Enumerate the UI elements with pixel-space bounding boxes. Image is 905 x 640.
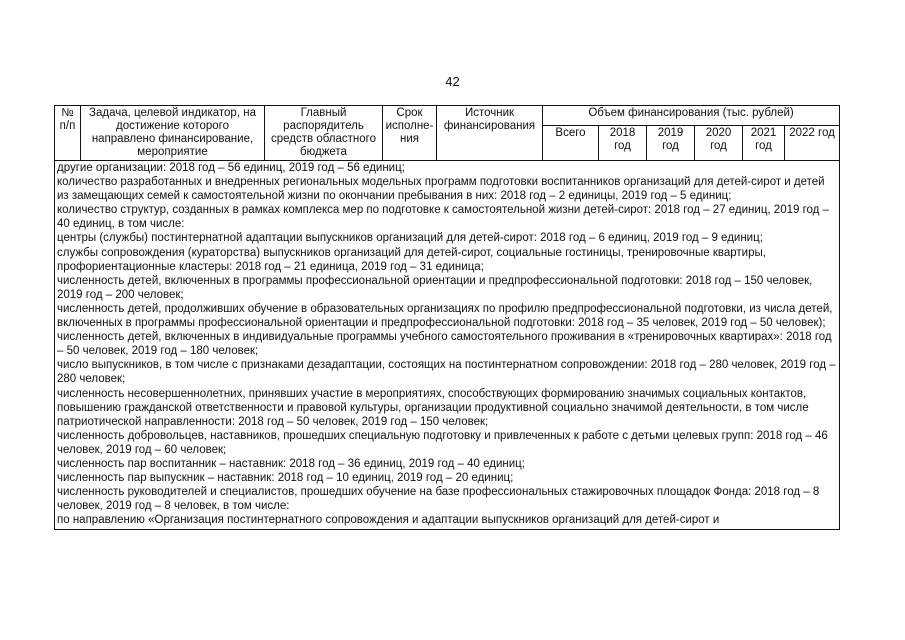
indicator-line: количество структур, созданных в рамках комплекса мер по подготовке к самостоятельной жизни детей-сирот: 2018 год – 27 единиц, 2019 год – 40 единиц, в том числе:: [57, 204, 829, 231]
indicator-line: другие организации: 2018 год – 56 единиц, 2019 год – 56 единиц;: [57, 162, 405, 174]
body-row: [55, 161, 840, 530]
indicator-line: численность детей, включенных в программы профессиональной ориентации и предпрофессиональной подготовки: 2018 год – 150 человек, 2019 год – 200 человек;: [57, 274, 813, 301]
subheader-2021: 2021 год: [743, 125, 785, 160]
subheader-2018: 2018 год: [599, 125, 647, 160]
indicator-line: численность несовершеннолетних, принявших участие в мероприятиях, способствующих формированию значимых социальных контактов, повышению гражданской ответственности и правовой культуры, организации продуктивной социально значимой деятельности, в том числе патриотической направленности: 2018 год – 50 человек, 2019 год – 150 человек;: [57, 387, 809, 428]
indicator-line: по направлению «Организация постинтернатного сопровождения и адаптации выпускников организаций для детей-сирот и: [57, 514, 720, 527]
col-header-manager: Главный распорядитель средств областного бюджета: [265, 106, 383, 161]
indicator-line: количество разработанных и внедренных региональных модельных программ подготовки воспитанников организаций для детей-сирот и детей из замещающих семей к самостоятельной жизни по окончании пребывания в них: 2018 год – 2 единицы, 2019 год – 5 единиц;: [57, 176, 825, 203]
indicator-line: службы сопровождения (кураторства) выпускников организаций для детей-сирот, социальные гостиницы, тренировочные квартиры, профориентационные кластеры: 2018 год – 21 единица, 2019 год – 31 единица;: [57, 246, 766, 273]
subheader-2019: 2019 год: [647, 125, 695, 160]
indicator-line: численность руководителей и специалистов, прошедших обучение на базе профессиональных стажировочных площадок Фонда: 2018 год – 8 человек, 2019 год – 8 человек, в том числе:: [57, 486, 820, 513]
indicator-line: численность добровольцев, наставников, прошедших специальную подготовку и привлеченных к работе с детьми целевых групп: 2018 год – 46 человек, 2019 год – 60 человек;: [57, 429, 828, 456]
indicator-line: численность пар выпускник – наставник: 2018 год – 10 единиц, 2019 год – 20 единиц;: [57, 472, 514, 485]
subheader-2020: 2020 год: [695, 125, 743, 160]
header-row: [55, 106, 840, 126]
col-header-volume: Объем финансирования (тыс. рублей): [543, 106, 840, 126]
indicator-line: число выпускников, в том числе с признаками дезадаптации, состоящих на постинтернатном сопровождении: 2018 год – 280 человек, 2019 год – 280 человек;: [57, 359, 836, 386]
indicator-line: численность детей, продолживших обучение в образовательных организациях по профилю предпрофессиональной подготовки, из числа детей, включенных в программы профессиональной ориентации и предпрофессиональной подготовки: 2018 год – 35 человек, 2019 год – 50 человек);: [57, 302, 833, 330]
indicator-line: численность детей, включенных в индивидуальные программы учебного самостоятельного проживания в «тренировочных квартирах»: 2018 год – 50 человек, 2019 год – 180 человек;: [57, 331, 832, 358]
col-header-source: Источник финансирования: [437, 106, 543, 161]
page-number: 42: [445, 74, 460, 89]
subheader-total: Всего: [543, 125, 599, 160]
indicator-line: центры (службы) постинтернатной адаптации выпускников организаций для детей-сирот: 2018 год – 6 единиц, 2019 год – 9 единиц;: [57, 232, 763, 245]
col-header-term: Срок исполне-ния: [383, 106, 437, 161]
indicator-line: численность пар воспитанник – наставник: 2018 год – 36 единиц, 2019 год – 40 единиц;: [57, 457, 525, 470]
body-text-cell: [55, 161, 840, 530]
financing-table: [54, 105, 840, 530]
col-header-number: № п/п: [55, 106, 81, 161]
subheader-2022: 2022 год: [785, 125, 840, 160]
col-header-task: Задача, целевой индикатор, на достижение которого направлено финансирование, мероприятие: [81, 106, 265, 161]
